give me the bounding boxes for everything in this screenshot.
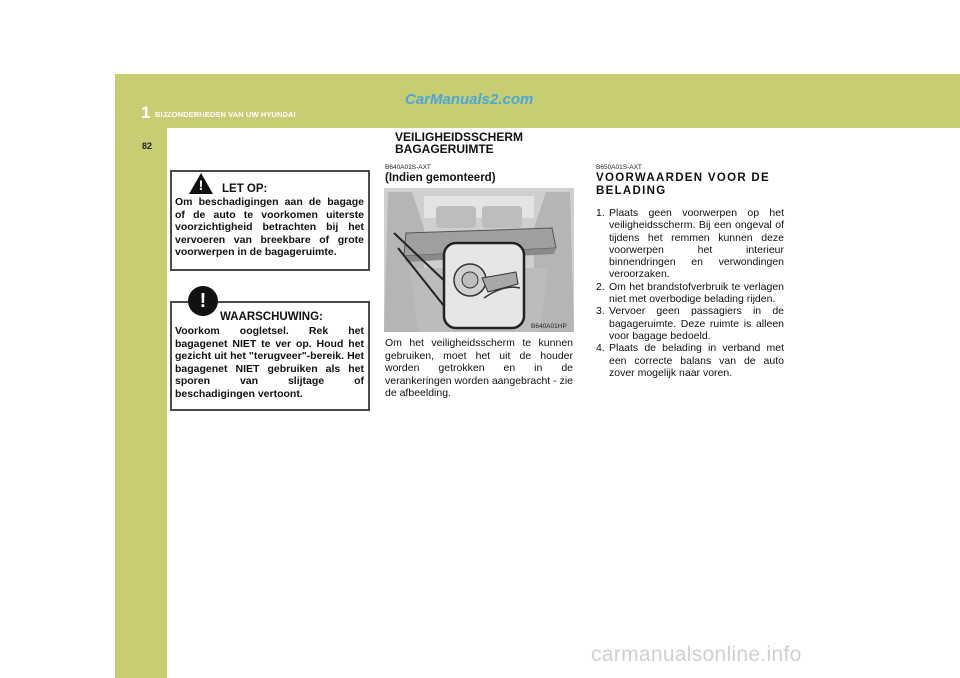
exclamation-icon: ! [199,290,207,312]
list-item [596,342,784,379]
caution-heading: LET OP: [222,183,268,195]
section-code: B640A01S-AXT [385,164,431,171]
page-number: 82 [142,141,153,151]
chapter-title: BIJZONDERHEDEN VAN UW HYUNDAI [155,110,296,119]
image-label: B640A01HP [531,323,567,330]
caution-body: Om beschadigingen aan de bagage of de auto te voorkomen uiterste voorzichtigheid betrachten bij het vervoeren van breekbare of grote voorwerpen in de bagageruimte. [175,196,364,258]
list-item-text: Plaats geen voorwerpen op het veiligheidsscherm. Bij een ongeval of tijdens het remmen kunnen deze voorwerpen het interieur binnendringen en verwondingen veroorzaken. [609,207,784,281]
chapter-number: 1 [141,103,151,122]
loading-conditions-list [596,207,784,379]
cargo-screen-illustration [384,188,574,332]
right-heading: VOORWAARDEN VOOR DE BELADING [596,172,771,197]
list-item [596,305,784,342]
list-item [596,207,784,281]
middle-subheading: (Indien gemonteerd) [385,172,496,184]
list-item-number: 4. [596,342,605,355]
list-item-number: 1. [596,207,605,219]
list-item-number: 2. [596,280,605,293]
watermark-top[interactable]: CarManuals2.com [405,91,534,108]
warning-body: Voorkom oogletsel. Rek het bagagenet NIET te ver op. Houd het gezicht uit het "terugveer"-bereik. Het bagagenet NIET gebruiken als het sporen van slijtage of beschadigingen vertoont. [175,325,364,400]
watermark-bottom[interactable]: carmanualsonline.info [591,643,802,666]
list-item-text: Vervoer geen passagiers in de bagageruimte. Deze ruimte is alleen voor bagage bedoeld. [609,305,784,342]
section-title-line2: BAGAGERUIMTE [395,142,494,156]
middle-paragraph: Om het veiligheidsscherm te kunnen gebruiken, moet het uit de houder worden getrokken en in de verankeringen worden aangebracht - zie de afbeelding. [385,337,573,399]
list-item [596,281,784,306]
exclamation-icon: ! [198,177,204,193]
section-title-line1: VEILIGHEIDSSCHERM [395,130,524,144]
section-title [395,131,570,155]
list-item-text: Om het brandstofverbruik te verlagen niet met overbodige belading rijden. [609,280,784,306]
header-band [115,74,960,128]
right-section-code: B650A01S-AXT [596,164,642,171]
list-item-text: Plaats de belading in verband met een correcte balans van de auto zover mogelijk naar voren. [609,342,784,379]
margin-band [115,128,167,678]
list-item-number: 3. [596,305,605,318]
cargo-area-drawing [384,188,574,332]
warning-heading: WAARSCHUWING: [220,311,323,323]
